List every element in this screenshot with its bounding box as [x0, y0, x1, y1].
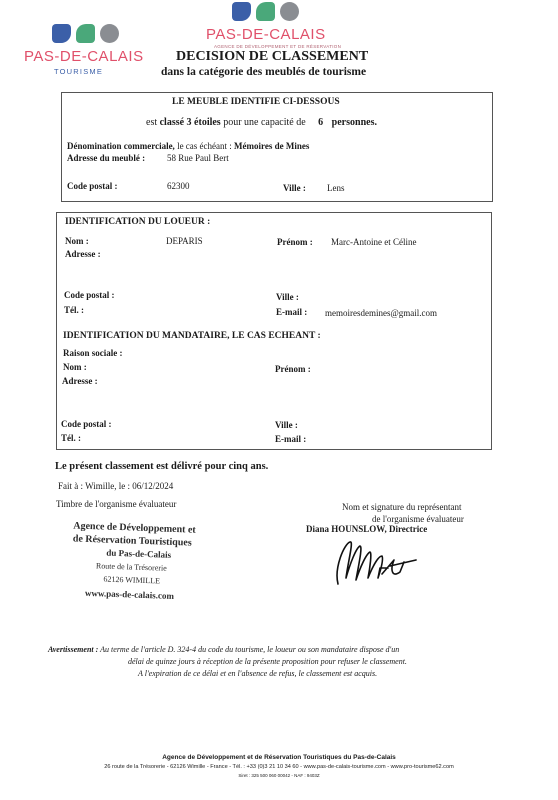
- page-subtitle: dans la catégorie des meublés de tourisme: [161, 66, 367, 78]
- loueur-prenom-value: Marc-Antoine et Céline: [331, 237, 417, 247]
- logo-square-green: [256, 2, 275, 21]
- loueur-tel-label: Tél. :: [64, 305, 84, 315]
- logo-left: [24, 22, 152, 78]
- footer-line-2: 26 route de la Trésorerie - 62126 Wimille - France - Tél. : +33 (0)3 21 10 34 60 - www.pas-de-calais-tourisme.com - www.pro-tourisme62.com: [104, 764, 454, 770]
- loueur-nom-label: Nom :: [65, 236, 89, 246]
- stamp-line-1: Agence de Développement et: [73, 520, 196, 536]
- page-title: DECISION DE CLASSEMENT: [176, 49, 369, 64]
- validity-text: Le présent classement est délivré pour cinq ans.: [55, 461, 269, 472]
- classement-line: [146, 117, 377, 128]
- stamp-line-5: 62126 WIMILLE: [103, 574, 161, 586]
- warning-text-1: Au terme de l'article D. 324-4 du code du tourisme, le loueur ou son mandataire dispose d'un: [100, 645, 400, 654]
- handwritten-signature: [330, 538, 425, 590]
- logo-top: [200, 2, 350, 48]
- meuble-heading: LE MEUBLE IDENTIFIE CI-DESSOUS: [172, 97, 340, 107]
- logo-sub: AGENCE DE DÉVELOPPEMENT ET DE RÉSERVATION: [214, 44, 342, 49]
- logo-square-gray: [280, 2, 299, 21]
- cp-meuble-value: 62300: [167, 181, 190, 191]
- signature-label-1: Nom et signature du représentant: [342, 502, 462, 512]
- ville-meuble-label: Ville :: [283, 183, 306, 193]
- timbre-label: Timbre de l'organisme évaluateur: [56, 499, 177, 509]
- stamp-line-6: www.pas-de-calais.com: [84, 587, 175, 601]
- stamp-line-3: du Pas-de-Calais: [106, 547, 172, 560]
- denomination-value: Mémoires de Mines: [234, 141, 310, 151]
- mandataire-ville-label: Ville :: [275, 420, 298, 430]
- mandataire-heading: IDENTIFICATION DU MANDATAIRE, LE CAS ECHEANT :: [63, 331, 321, 341]
- signature-label-2: de l'organisme évaluateur: [372, 514, 464, 524]
- mandataire-email-label: E-mail :: [275, 434, 307, 444]
- capacity-value: 6: [318, 117, 324, 128]
- ville-meuble-value: Lens: [327, 183, 345, 193]
- adresse-meuble-value: 58 Rue Paul Bert: [167, 153, 229, 163]
- loueur-ville-label: Ville :: [276, 292, 299, 302]
- logo-sub: TOURISME: [54, 67, 104, 76]
- cp-meuble-label: Code postal :: [67, 181, 118, 191]
- warning-line-3: A l'expiration de ce délai et en l'absence de refus, le classement est acquis.: [138, 669, 378, 678]
- mandataire-adresse-label: Adresse :: [62, 376, 98, 386]
- warning-label: Avertissement :: [48, 645, 99, 654]
- logo-square-blue: [232, 2, 251, 21]
- loueur-prenom-label: Prénom :: [277, 237, 313, 247]
- personnes: personnes.: [331, 117, 377, 128]
- denomination-row: [67, 141, 309, 151]
- mandataire-raison-label: Raison sociale :: [63, 348, 123, 358]
- logo-name: PAS-DE-CALAIS: [24, 48, 144, 65]
- loueur-heading: IDENTIFICATION DU LOUEUR :: [65, 217, 211, 227]
- mandataire-cp-label: Code postal :: [61, 419, 112, 429]
- stamp-line-2: de Réservation Touristiques: [72, 533, 192, 549]
- mandataire-prenom-label: Prénom :: [275, 364, 311, 374]
- denomination-note: le cas échéant :: [177, 141, 232, 151]
- footer-line-1: Agence de Développement et de Réservation Touristiques du Pas-de-Calais: [162, 754, 396, 761]
- logo-square-green: [76, 24, 95, 43]
- logo-square-gray: [100, 24, 119, 43]
- warning-line-2: délai de quinze jours à réception de la présente proposition pour refuser le classement.: [128, 657, 407, 666]
- logo-name: PAS-DE-CALAIS: [206, 26, 326, 43]
- logo-square-blue: [52, 24, 71, 43]
- denomination-label: Dénomination commerciale,: [67, 141, 175, 151]
- loueur-cp-label: Code postal :: [64, 290, 115, 300]
- loueur-adresse-label: Adresse :: [65, 249, 101, 259]
- loueur-email-label: E-mail :: [276, 307, 308, 317]
- classement-stars: classé 3 étoiles: [159, 117, 221, 128]
- mandataire-nom-label: Nom :: [63, 362, 87, 372]
- classement-mid: pour une capacité de: [223, 117, 306, 128]
- signature-name: Diana HOUNSLOW, Directrice: [306, 524, 428, 534]
- mandataire-tel-label: Tél. :: [61, 433, 81, 443]
- stamp-line-4: Route de la Trésorerie: [95, 561, 167, 573]
- footer-line-3: Siret : 325 500 060 00042 - NAF : 9403Z: [238, 773, 320, 778]
- classement-pre: est: [146, 117, 158, 128]
- fait-text: Fait à : Wimille, le : 06/12/2024: [58, 481, 174, 491]
- warning-line-1: [48, 645, 399, 654]
- adresse-meuble-label: Adresse du meublé :: [67, 153, 146, 163]
- loueur-email-value: memoiresdemines@gmail.com: [325, 308, 438, 318]
- stamp: [65, 520, 228, 610]
- loueur-nom-value: DEPARIS: [166, 236, 203, 246]
